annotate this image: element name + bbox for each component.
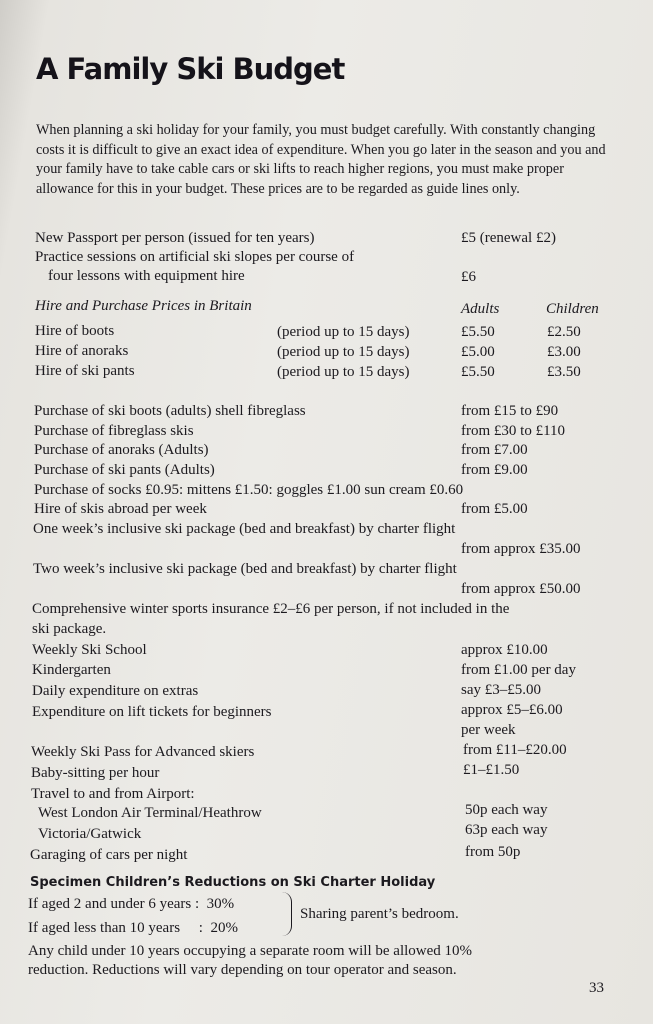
travel-price: 63p each way	[465, 822, 548, 838]
misc-item: Kindergarten	[32, 662, 111, 678]
hire-row-children: £2.50	[547, 324, 581, 340]
misc2-item: Weekly Ski Pass for Advanced skiers	[31, 744, 255, 760]
page-title: A Family Ski Budget	[36, 52, 345, 86]
garaging-price: from 50p	[465, 844, 521, 860]
misc-price: approx £5–£6.00	[461, 702, 563, 718]
purchase-price: from £7.00	[461, 442, 528, 458]
misc-price: from £1.00 per day	[461, 662, 576, 678]
purchase-item: Purchase of anoraks (Adults)	[34, 442, 209, 458]
purchase-price: from £15 to £90	[461, 403, 559, 419]
hire-header-adults: Adults	[461, 301, 500, 317]
purchase-item: Purchase of ski boots (adults) shell fibreglass	[34, 403, 306, 419]
misc-item: Weekly Ski School	[32, 642, 147, 658]
one-week-price: from approx £35.00	[461, 541, 581, 557]
purchase-price: from £9.00	[461, 462, 528, 478]
insurance-line-2: ski package.	[32, 621, 107, 637]
hire-header-children: Children	[546, 301, 599, 317]
two-week-label: Two week’s inclusive ski package (bed and breakfast) by charter flight	[33, 561, 457, 577]
reduction-note-line-2: reduction. Reductions will vary depending on tour operator and season.	[28, 962, 457, 978]
reduction-note-line-1: Any child under 10 years occupying a separate room will be allowed 10%	[28, 943, 473, 959]
reduction-row: If aged 2 and under 6 years : 30%	[28, 896, 235, 912]
purchase-item: Purchase of fibreglass skis	[34, 423, 194, 439]
practice-line-1: Practice sessions on artificial ski slopes per course of	[35, 249, 355, 265]
hire-row-children: £3.00	[547, 344, 581, 360]
practice-price: £6	[461, 269, 476, 285]
hire-row-period: (period up to 15 days)	[277, 364, 410, 380]
hire-row-item: Hire of ski pants	[35, 363, 135, 379]
insurance-line-1: Comprehensive winter sports insurance £2–£6 per person, if not included in the	[32, 601, 510, 617]
misc2-price: £1–£1.50	[463, 762, 520, 778]
garaging-label: Garaging of cars per night	[30, 847, 188, 863]
intro-paragraph: When planning a ski holiday for your family, you must budget carefully. With constantly changing costs it is difficult to give an exact idea of expenditure. When you go later in the season and you and your family have to take cable cars or ski lifts to reach higher regions, you must make proper allowance for this in your budget. These prices are to be regarded as guide lines only.	[36, 122, 606, 197]
two-week-price: from approx £50.00	[461, 581, 581, 597]
hire-row-period: (period up to 15 days)	[277, 344, 410, 360]
passport-price: £5 (renewal £2)	[461, 230, 556, 246]
misc-item: Daily expenditure on extras	[32, 683, 199, 699]
misc-price-continued: per week	[461, 722, 516, 738]
reductions-heading: Specimen Children’s Reductions on Ski Charter Holiday	[30, 875, 436, 890]
page-number: 33	[589, 980, 604, 996]
travel-item: Victoria/Gatwick	[38, 826, 142, 842]
hire-row-adults: £5.50	[461, 324, 495, 340]
purchase-price: from £30 to £110	[461, 423, 566, 439]
practice-line-2: four lessons with equipment hire	[48, 268, 245, 284]
travel-label: Travel to and from Airport:	[31, 786, 195, 802]
hire-row-adults: £5.50	[461, 364, 495, 380]
misc2-price: from £11–£20.00	[463, 742, 567, 758]
hire-row-item: Hire of boots	[35, 323, 115, 339]
purchase-price: from £5.00	[461, 501, 528, 517]
passport-label: New Passport per person (issued for ten years)	[35, 230, 315, 246]
sharing-note: Sharing parent’s bedroom.	[300, 906, 459, 922]
hire-header-label: Hire and Purchase Prices in Britain	[35, 298, 252, 314]
purchase-item: Purchase of socks £0.95: mittens £1.50: goggles £1.00 sun cream £0.60	[34, 482, 464, 498]
misc-price: approx £10.00	[461, 642, 548, 658]
travel-price: 50p each way	[465, 802, 548, 818]
misc-item: Expenditure on lift tickets for beginners	[32, 704, 272, 720]
misc2-item: Baby-sitting per hour	[31, 765, 160, 781]
hire-row-period: (period up to 15 days)	[277, 324, 410, 340]
hire-row-adults: £5.00	[461, 344, 495, 360]
travel-item: West London Air Terminal/Heathrow	[38, 805, 262, 821]
purchase-item: Purchase of ski pants (Adults)	[34, 462, 215, 478]
one-week-label: One week’s inclusive ski package (bed and breakfast) by charter flight	[33, 521, 456, 537]
hire-row-item: Hire of anoraks	[35, 343, 129, 359]
hire-row-children: £3.50	[547, 364, 581, 380]
misc-price: say £3–£5.00	[461, 682, 541, 698]
purchase-item: Hire of skis abroad per week	[34, 501, 207, 517]
brace-mark	[282, 892, 292, 936]
reduction-row: If aged less than 10 years : 20%	[28, 920, 238, 936]
